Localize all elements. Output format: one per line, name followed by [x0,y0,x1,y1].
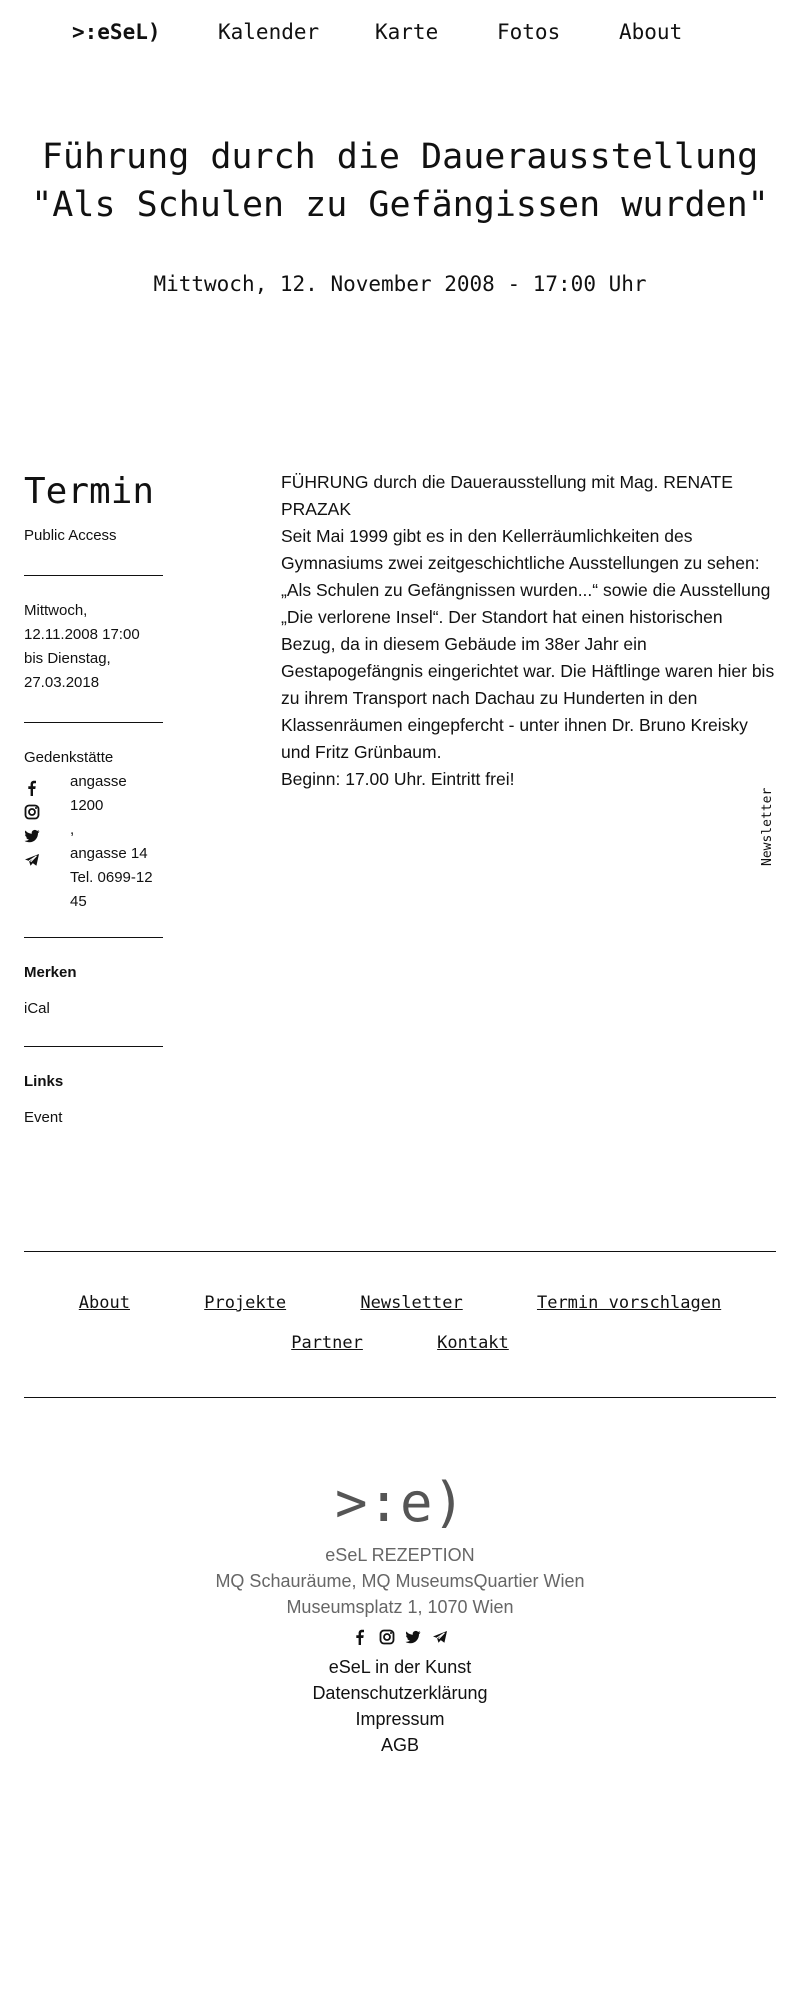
event-dates [24,599,164,695]
description-intro: FÜHRUNG durch die Dauerausstellung mit Mag. RENATE PRAZAK [281,472,733,519]
footer-logo[interactable]: >:e) [334,1471,466,1534]
divider [24,722,163,723]
links-label: Links [24,1073,64,1090]
site-footer [0,1470,800,1758]
footer-link-datenschutz[interactable]: Datenschutzerklärung [312,1683,488,1703]
venue-line: Gedenkstätte [24,749,114,766]
instagram-icon[interactable] [379,1629,395,1645]
event-datetime: Mittwoch, 12. November 2008 - 17:00 Uhr [153,272,647,296]
divider [24,1046,163,1047]
event-title [0,133,800,229]
footer-link-termin-vorschlagen[interactable]: Termin vorschlagen [536,1293,722,1313]
footer-nav-row-1 [0,1293,800,1313]
venue-line: , [70,821,75,838]
nav-karte[interactable]: Karte [375,20,439,44]
ical-link[interactable]: iCal [24,1000,50,1017]
event-description [281,469,781,793]
merken-label: Merken [24,964,77,981]
social-icons-left [24,780,44,876]
twitter-icon[interactable] [24,828,40,844]
footer-link-kunst[interactable]: eSeL in der Kunst [328,1657,472,1677]
venue-line: angasse 1200 [70,773,127,814]
date-line: 27.03.2018 [24,674,100,691]
footer-link-projekte[interactable]: Projekte [204,1293,287,1313]
telegram-icon[interactable] [432,1629,448,1645]
footer-link-agb[interactable]: AGB [380,1735,419,1755]
twitter-icon[interactable] [405,1629,421,1645]
facebook-icon[interactable] [352,1629,368,1645]
venue-line: angasse 14 [70,845,148,862]
footer-address-1: MQ Schauräume, MQ MuseumsQuartier Wien [215,1571,585,1591]
newsletter-side-tab[interactable]: Newsletter [760,787,775,866]
event-title-line-1: Führung durch die Dauerausstellung [41,137,759,177]
divider [24,575,163,576]
date-line: bis Dienstag, [24,650,111,667]
venue-line: 45 [70,893,87,910]
footer-name: eSeL REZEPTION [325,1545,475,1565]
top-nav [0,20,800,52]
event-link[interactable]: Event [24,1109,63,1126]
nav-fotos[interactable]: Fotos [497,20,561,44]
venue-phone: Tel. 0699-12 [70,869,153,886]
footer-divider-top [24,1251,776,1252]
site-logo[interactable]: >:eSeL) [72,20,161,44]
footer-link-kontakt[interactable]: Kontakt [437,1333,509,1353]
social-icons-footer [0,1628,800,1648]
nav-kalender[interactable]: Kalender [218,20,320,44]
footer-divider-bottom [24,1397,776,1398]
footer-link-about[interactable]: About [78,1293,130,1313]
access-label: Public Access [24,527,117,544]
instagram-icon[interactable] [24,804,40,820]
date-line: Mittwoch, [24,602,88,619]
divider [24,937,163,938]
description-start: Beginn: 17.00 Uhr. Eintritt frei! [281,769,515,789]
footer-link-partner[interactable]: Partner [291,1333,363,1353]
description-body: Seit Mai 1999 gibt es in den Kellerräumlichkeiten des Gymnasiums zwei zeitgeschichtliche Ausstellungen zu sehen: „Als Schulen zu Gefängnissen wurden...“ sowie die Ausstellung „Die verlorene Insel“. Der Standort hat einen historischen Bezug, da in diesem Gebäude im 38er Jahr ein Gestapogefängnis eingerichtet war. Die Häftlinge waren hier bis zu ihrem Transport nach Dachau zu Hunderten in den Klassenräumen eingepfercht - unter ihnen Dr. Bruno Kreisky und Fritz Grünbaum. [281,526,775,762]
nav-about[interactable]: About [619,20,683,44]
facebook-icon[interactable] [24,780,40,796]
event-title-line-2: "Als Schulen zu Gefängissen wurden" [31,185,769,225]
sidebar-heading: Termin [24,471,155,512]
footer-nav-row-2 [0,1333,800,1353]
event-sidebar [24,470,164,1130]
date-line: 12.11.2008 17:00 [24,626,140,643]
footer-address-2: Museumsplatz 1, 1070 Wien [286,1597,514,1617]
telegram-icon[interactable] [24,852,40,868]
footer-link-newsletter[interactable]: Newsletter [360,1293,463,1313]
venue-info [24,746,164,914]
footer-link-impressum[interactable]: Impressum [355,1709,445,1729]
